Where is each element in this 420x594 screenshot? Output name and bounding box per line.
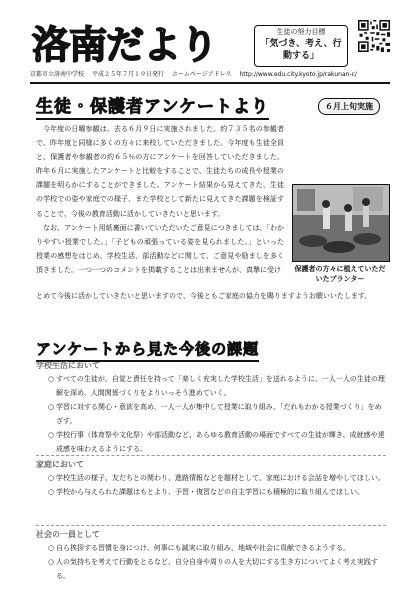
list-item: ○ 学校生活の様子、友だちとの関わり、進路情報などを題材として、家庭における会話を増やしてほしい。 [48, 474, 385, 482]
homepage-label: ホームページアドレス [171, 71, 232, 78]
list-item: ○ 学校行事（体育祭や文化祭）や部活動など、あらゆる教育活動の場面ですべての生徒が輝き、成就感や達成感を味わえるようにする。 [48, 431, 385, 453]
group-items-society [48, 541, 386, 583]
list-item: ○ 自ら挨拶する習慣を身につけ、何事にも誠実に取り組み、地域や社会に貢献できるようする。 [48, 544, 350, 552]
issues-section-title: アンケートから見た今後の課題 [36, 338, 259, 362]
list-item: ○ 学習に対する関心・意欲を高め、一人一人が集中して授業に取り組み、「だれもわかる授業づくり」をめざす。 [48, 403, 382, 425]
photo-caption: 保護者の方々に植えていただいたプランター [294, 265, 386, 283]
masthead [30, 20, 390, 70]
list-item: ○ 人の気持ちを考えて行動をとるなど、自分自身や周りの人を大切にする生き方についてよく考え実践する。 [48, 558, 378, 580]
survey-paragraph-tail: とめて今後に活かしていきたいと思いますので、今後ともご家庭の協力を賜りますようお願いいたします。 [36, 292, 372, 300]
group-heading-school: 学校生活において [36, 361, 100, 370]
survey-section-title: 生徒・保護者アンケートより [36, 92, 269, 120]
group-heading-home: 家庭において [36, 460, 84, 469]
group-heading-society: 社会の一員として [36, 530, 100, 539]
section-divider [36, 525, 386, 526]
section-divider [36, 455, 386, 456]
list-item: ○ 学校から与えられた課題はもとより、予習・復習などの自主学習にも積極的に取り組んでほしい。 [48, 488, 364, 496]
planter-photo [292, 184, 390, 262]
survey-body-narrow [36, 122, 284, 277]
planter-photo-image [293, 185, 389, 261]
homepage-url[interactable]: http://www.edu.city.kyoto.jp/rakunan-c/ [239, 71, 357, 78]
header-info-line [30, 70, 390, 80]
goal-label: 生徒の努力目標 [276, 28, 326, 36]
group-items-home [48, 471, 386, 499]
goal-text: 「気づき、考え、行動する」 [260, 39, 342, 61]
survey-paragraph-2-head: なお、アンケート用紙裏面に書いていただいたご意見につきましては、「わかりやすい授業でした。」「子どもの頑張っている姿を見られました。」といった授業の感想をはじめ、学校生活、部活動などに関して、ご意見や励ましを多く頂きました。一つ一つのコメントを掲載することは出来ませんが、真摯に受け [36, 223, 284, 274]
qr-code-icon [358, 20, 390, 52]
issue-date: 平成２５年７月１９日発行 [91, 71, 164, 78]
header-divider [30, 82, 390, 84]
survey-body-wide [36, 289, 388, 303]
newsletter-title: 洛南だより [32, 23, 218, 67]
school-name: 京都市立洛南中学校 [30, 71, 85, 78]
group-items-school [48, 372, 386, 456]
list-item: ○ すべての生徒が、自覚と責任を持って「楽しく充実した学校生活」を送れるように、一人一人の生徒の理解を深め、人間関係づくりをよりいっそう進めていく。 [48, 375, 385, 397]
survey-paragraph-1-head: 今年度の日曜参観は、去る６月９日に実施されました。約７３５名の参観者で、昨年度と同様に多くの方々に来校していただきました。今年度も生徒全員と、保護者や参観者の約６５％の方にアンケートを回答していただきました。昨年６月に実施したアンケートと比較をすることで、生徒たちの成長や授業の課題を明らかにすることができました。アンケート結果から見えてきた、生徒の学校での姿や家庭での様子、また学校として新たに見えてきた課題を検証することで、今後の教育活動に活かしていきたいと思います。 [36, 125, 284, 218]
survey-date-badge: ６月上旬実施 [318, 98, 380, 115]
student-goal-box [254, 25, 348, 67]
